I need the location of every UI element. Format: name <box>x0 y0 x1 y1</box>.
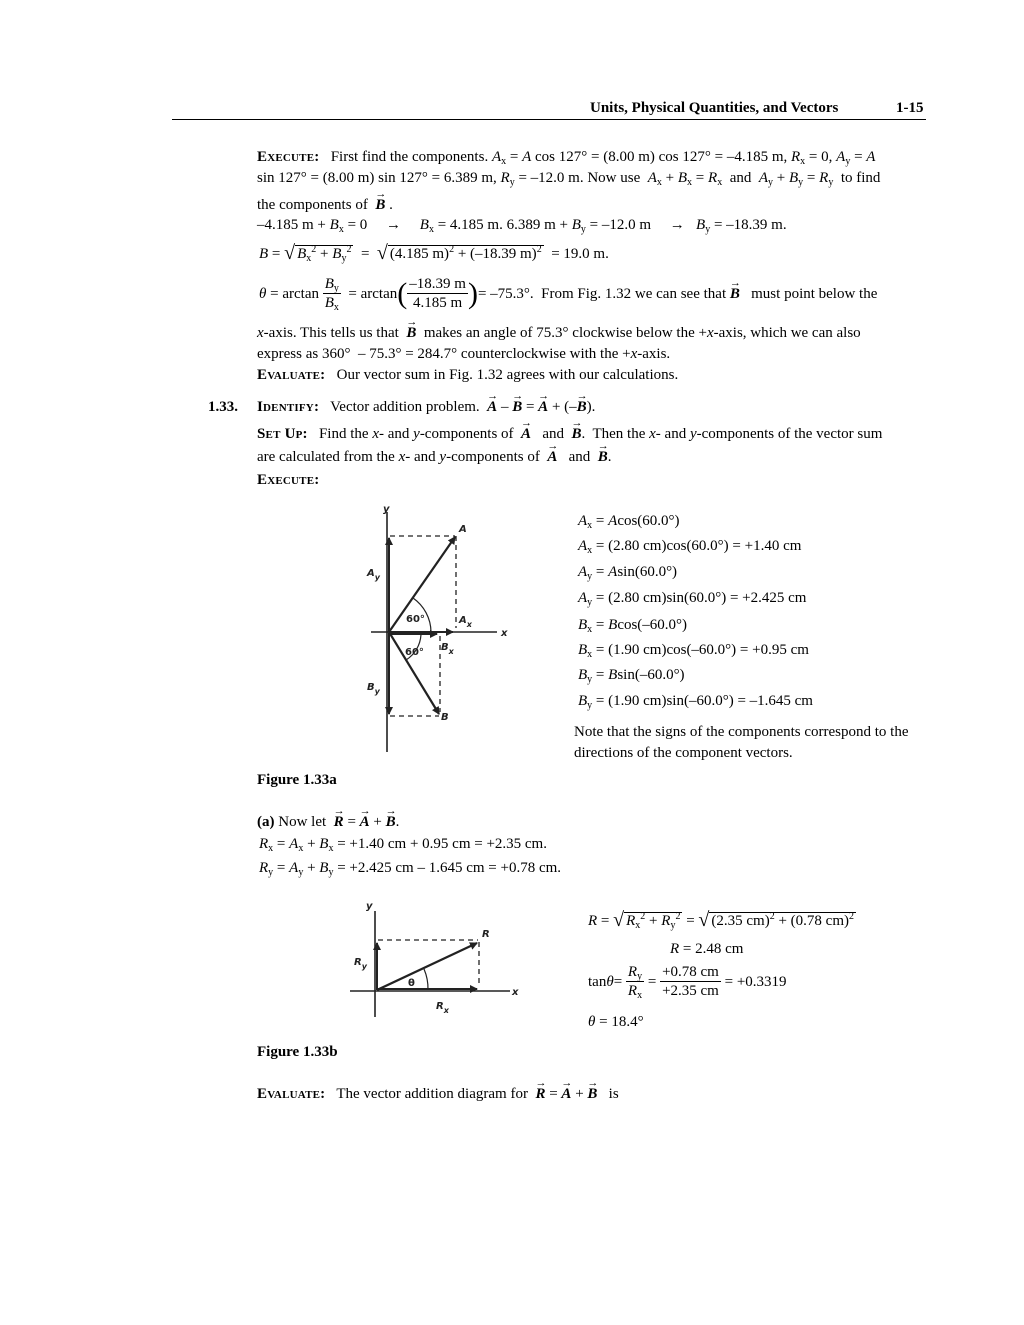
problem-number: 1.33. <box>208 399 238 415</box>
eq-theta-value: θ = 18.4° <box>588 1014 644 1030</box>
figure-1-33b <box>340 895 530 1020</box>
svg-text:60°: 60° <box>406 614 425 625</box>
execute-paragraph-line3: the components of → B . <box>257 198 393 213</box>
svg-text:Ay: $A_y$ <box>367 568 380 582</box>
svg-text:B: B <box>441 712 449 723</box>
svg-text:Rx: $R_x$ <box>436 1001 449 1015</box>
svg-text:θ: θ <box>408 978 415 989</box>
setup-label: Set Up: <box>257 426 308 442</box>
paragraph-below-axis-line1: x-axis. This tells us that → B makes an angle of 75.3° clockwise below the +x-axis, which we can also <box>257 326 861 341</box>
svg-text:x: x <box>512 987 519 998</box>
figure-1-33b-caption: Figure 1.33b <box>257 1044 338 1060</box>
svg-text:Ax: $A_x$ <box>459 615 472 629</box>
figure-1-33a-caption: Figure 1.33a <box>257 772 337 788</box>
eq-Ay-val: $A_y = (2.80$ cm)sin(60.0°) = +2.425 cm <box>578 590 807 608</box>
eq-Rx: $R_x = A_x + B_x = +1.40$ cm + 0.95 cm = +2.35 cm. <box>259 836 547 854</box>
svg-text:y: y <box>383 504 390 515</box>
eq-Ay-def: $A_y = Asin(60.0^\circ)$ <box>578 564 678 582</box>
setup-paragraph-line2: are calculated from the x- and y-components of → A and → B. <box>257 450 612 465</box>
eq-Ry: $R_y = A_y + B_y = +2.425$ cm – 1.645 cm = +0.78 cm. <box>259 860 562 878</box>
vector-B <box>389 632 439 714</box>
eq-Bx-def: $B_x = Bcos(-60.0^\circ)$ <box>578 617 688 635</box>
execute-label: Execute: <box>257 149 320 165</box>
eq-By-val: $B_y = (1.90$ cm)sin(–60.0°) = –1.645 cm <box>578 693 813 711</box>
magnitude-B-equation: B = √ $B_x^2 + B_y^2$ = √ (4.185 m)$^2$ + (–18.39 m)$^2$ = 19.0 m. <box>259 242 609 264</box>
svg-text:By: $B_y$ <box>367 682 380 696</box>
paragraph-below-axis-line2: express as 360° – 75.3° = 284.7° counterclockwise with the +x-axis. <box>257 346 671 362</box>
theta-arctan-equation: θ = arctan $\frac{B_y}{B_x}$ = arctan ( $\frac{-18.39 m}{4.185 m}$ ) = –75.3°. From Fig. 1.32 we can see that → B must point below the <box>259 277 877 311</box>
svg-text:A: A <box>459 524 467 535</box>
note-text: Note that the signs of the components correspond to the directions of the component vectors. <box>574 724 909 761</box>
execute-paragraph-line2: sin 127° = (8.00 m) sin 127° = 6.389 m, $R_y = -12.0$ m. Now use $A_x + B_x = R_x$ and $A_y + B_y = R_y$ to find <box>257 170 881 188</box>
execute-paragraph-line1: Execute: First find the components. $A_x = A$ cos 127° = (8.00 m) cos 127° = –4.185 m, $R_x = 0$, $A_y = A$ <box>257 149 876 167</box>
component-equations: –4.185 $m + B_x = 0$ → $B_x = 4.185$ m. 6.389 $m + B_y = -12.0$ m → $B_y = -18.39$ m. <box>257 217 787 235</box>
svg-text:Ry: $R_y$ <box>354 957 367 971</box>
svg-text:Bx: $B_x$ <box>441 642 454 656</box>
vector-R <box>377 943 477 990</box>
running-header-title: Units, Physical Quantities, and Vectors <box>590 100 839 116</box>
eq-Ax-val: $A_x = (2.80$ cm)cos(60.0°) = +1.40 cm <box>578 538 802 556</box>
page-number: 1-15 <box>896 100 924 116</box>
evaluate-paragraph-133: Evaluate: The vector addition diagram for → R = → A + → B is <box>257 1087 619 1102</box>
eq-R-magnitude: R = √ $R_x^2 + R_y^2$ = √ (2.35 cm)$^2$ + (0.78 cm)$^2$ <box>588 909 854 931</box>
identify-label: Identify: <box>257 399 320 415</box>
eq-Ax-def: $A_x = Acos(60.0^\circ)$ <box>578 513 680 531</box>
execute-label-133: Execute: <box>257 472 320 488</box>
eq-R-value: R = 2.48 cm <box>670 941 744 957</box>
svg-text:R: R <box>482 929 490 940</box>
evaluate-label: Evaluate: <box>257 367 326 383</box>
part-a-intro: (a) Now let → R = → A + → B. <box>257 815 399 830</box>
setup-paragraph-line1: Set Up: Find the x- and y-components of → A and → B. Then the x- and y-components of the vector sum <box>257 427 882 442</box>
eq-Bx-val: $B_x = (1.90$ cm)cos(–60.0°) = +0.95 cm <box>578 642 809 660</box>
identify-paragraph: Identify: Vector addition problem. → A – → B = → A + (–→ B). <box>257 400 595 415</box>
eq-By-def: $B_y = Bsin(-60.0^\circ)$ <box>578 667 685 685</box>
svg-text:60°: 60° <box>405 647 424 658</box>
svg-text:y: y <box>366 901 373 912</box>
svg-text:x: x <box>501 628 508 639</box>
evaluate-paragraph-prev: Evaluate: Our vector sum in Fig. 1.32 agrees with our calculations. <box>257 367 679 383</box>
eq-tan-theta: tan θ = $\frac{R_y}{R_x}$ = $\frac{+0.78 cm}{+2.35 cm}$ = +0.3319 <box>588 964 787 1001</box>
figure-1-33a <box>355 500 525 755</box>
header-rule <box>172 119 926 120</box>
